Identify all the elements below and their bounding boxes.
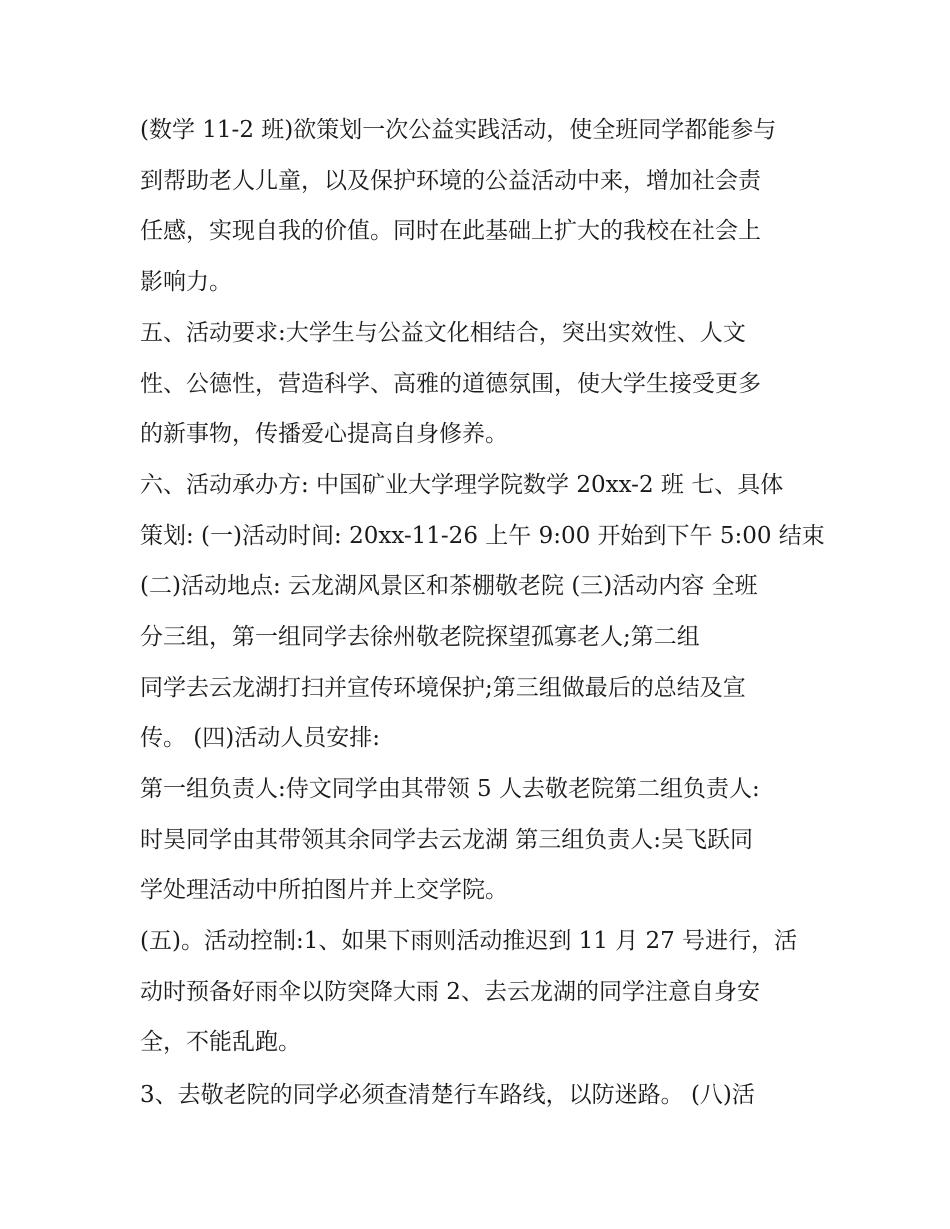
text-line: 传。 (四)活动人员安排:: [140, 725, 381, 751]
text-line: 影响力。: [140, 269, 232, 295]
text-line: 第一组负责人:侍文同学由其带领 5 人去敬老院第二组负责人:: [140, 776, 760, 802]
text-line: 时昊同学由其带领其余同学去云龙湖 第三组负责人:吴飞跃同: [140, 827, 754, 853]
text-line: 动时预备好雨伞以防突降大雨 2、去云龙湖的同学注意自身安: [140, 979, 760, 1005]
text-line: 3、去敬老院的同学必须查清楚行车路线，以防迷路。 (八)活: [140, 1082, 755, 1108]
text-line: 同学去云龙湖打扫并宣传环境保护;第三组做最后的总结及宣: [140, 675, 746, 701]
text-line: 全，不能乱跑。: [140, 1029, 301, 1055]
text-line: (数学 11-2 班)欲策划一次公益实践活动，使全班同学都能参与: [140, 117, 777, 143]
text-line: 性、公德性，营造科学、高雅的道德氛围，使大学生接受更多: [140, 371, 761, 397]
text-line: 策划: (一)活动时间: 20xx-11-26 上午 9:00 开始到下午 5:00 结束: [140, 523, 825, 549]
text-line: (二)活动地点: 云龙湖风景区和茶棚敬老院 (三)活动内容 全班: [140, 573, 758, 599]
text-line: 的新事物，传播爱心提高自身修养。: [140, 421, 508, 447]
text-line: (五)。活动控制:1、如果下雨则活动推迟到 11 月 27 号进行，活: [140, 928, 798, 954]
text-line: 学处理活动中所拍图片并上交学院。: [140, 877, 508, 903]
text-line: 五、活动要求:大学生与公益文化相结合，突出实效性、人文: [140, 320, 746, 346]
text-line: 六、活动承办方: 中国矿业大学理学院数学 20xx-2 班 七、具体: [140, 472, 784, 498]
text-line: 到帮助老人儿童，以及保护环境的公益活动中来，增加社会责: [140, 168, 761, 194]
text-line: 任感，实现自我的价值。同时在此基础上扩大的我校在社会上: [140, 218, 761, 244]
text-line: 分三组，第一组同学去徐州敬老院探望孤寡老人;第二组: [140, 624, 700, 650]
